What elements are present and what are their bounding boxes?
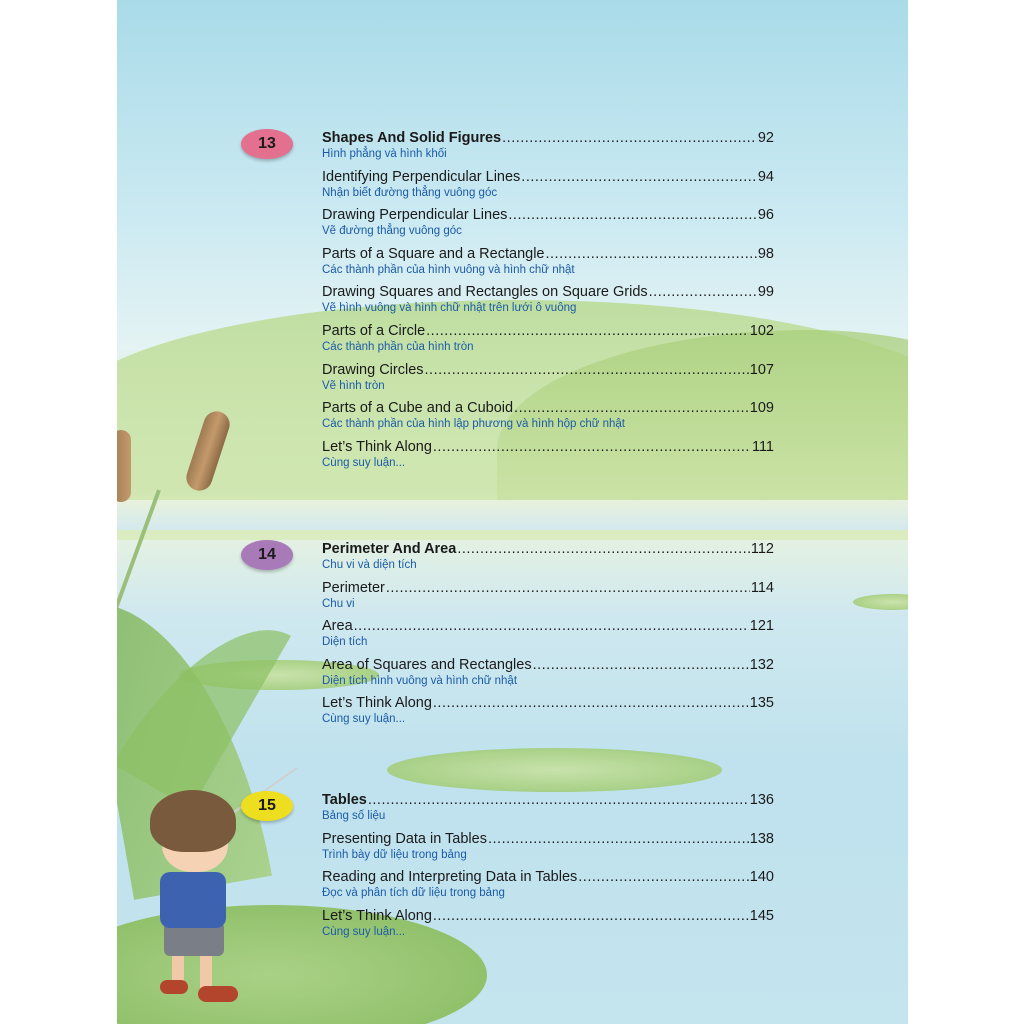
toc-page-number: 99 [757,284,774,301]
boy-illustration [142,790,252,1010]
dot-leader [488,831,749,848]
toc-entry-subtitle: Vẽ đường thẳng vuông góc [322,225,462,238]
toc-entry-subtitle: Cùng suy luận... [322,713,406,726]
toc-entry[interactable] [322,284,774,315]
dot-leader [433,908,749,925]
toc-entry-title: Reading and Interpreting Data in Tables [322,869,578,886]
toc-entry-title: Tables [322,792,367,808]
dot-leader [425,362,749,379]
toc-entry-subtitle: Chu vi và diện tích [322,559,417,571]
toc-entry[interactable] [322,246,774,277]
dot-leader [457,541,750,558]
toc-entry-title: Shapes And Solid Figures [322,130,502,146]
toc-entry-title: Let’s Think Along [322,438,432,455]
toc-entry-title: Drawing Perpendicular Lines [322,207,508,224]
chapter-number-badge: 13 [241,129,293,159]
toc-entry[interactable] [322,400,774,431]
toc-page-number: 102 [749,323,774,339]
toc-entry-title: Identifying Perpendicular Lines [322,168,521,185]
toc-entry-subtitle: Vẽ hình tròn [322,379,385,392]
toc-entry[interactable] [322,695,774,726]
toc-entry-subtitle: Các thành phần của hình vuông và hình chữ nhật [322,263,575,276]
toc-entry-subtitle: Cùng suy luận... [322,456,406,469]
toc-entry-title: Parts of a Circle [322,323,426,339]
toc-entry-subtitle: Bảng số liệu [322,810,386,822]
toc-entry[interactable] [322,618,774,649]
toc-entry-title: Drawing Squares and Rectangles on Square Grids [322,284,648,301]
toc-entry-title: Let’s Think Along [322,907,432,924]
toc-page-number: 112 [750,541,774,557]
toc-entry[interactable] [322,869,774,900]
toc-page-number: 98 [757,245,774,262]
chapter-number-badge: 14 [241,540,293,570]
toc-entry-title: Presenting Data in Tables [322,830,487,847]
toc-page-number: 96 [757,207,774,224]
toc-entry-title: Area [322,618,353,635]
dot-leader [426,323,749,340]
lily-pad [853,594,908,610]
toc-entry[interactable] [322,169,774,200]
toc-entry[interactable] [322,657,774,688]
toc-page-number: 107 [749,361,774,378]
dot-leader [533,657,749,674]
toc-entry[interactable] [322,541,774,572]
dot-leader [578,869,749,886]
dot-leader [433,439,751,456]
dot-leader [502,130,757,147]
toc-entry-title: Let’s Think Along [322,695,432,712]
toc-entry-subtitle: Vẽ hình vuông và hình chữ nhật trên lưới ô vuông [322,302,577,315]
toc-page-number: 109 [749,400,774,417]
toc-entry[interactable] [322,207,774,238]
toc-entry[interactable] [322,908,774,939]
toc-entry[interactable] [322,831,774,862]
toc-entry-title: Perimeter [322,579,385,596]
dot-leader [508,207,756,224]
toc-page [117,0,908,1024]
dot-leader [649,284,757,301]
toc-entry-subtitle: Các thành phần của hình tròn [322,341,474,353]
toc-entry-title: Drawing Circles [322,361,424,378]
toc-page-number: 121 [749,618,774,635]
toc-entry-subtitle: Đọc và phân tích dữ liệu trong bảng [322,887,505,900]
toc-entry-subtitle: Diện tích hình vuông và hình chữ nhật [322,674,518,687]
dot-leader [354,618,749,635]
toc-entry-title: Parts of a Square and a Rectangle [322,245,545,262]
toc-entry[interactable] [322,439,774,470]
dot-leader [545,246,756,263]
toc-entry[interactable] [322,580,774,611]
dot-leader [368,792,749,809]
toc-entry-subtitle: Diện tích [322,636,368,649]
toc-page-number: 136 [749,792,774,808]
toc-page-number: 94 [757,168,774,185]
toc-entry[interactable] [322,362,774,393]
toc-entry-title: Area of Squares and Rectangles [322,656,532,673]
toc-entry[interactable] [322,792,774,823]
toc-entry[interactable] [322,323,774,354]
toc-entry[interactable] [322,130,774,161]
toc-page-number: 140 [749,869,774,886]
toc-page-number: 138 [749,830,774,847]
toc-entry-subtitle: Các thành phần của hình lập phương và hình hộp chữ nhật [322,418,625,431]
dot-leader [514,400,749,417]
cattail-illustration [117,430,131,502]
toc-page-number: 132 [749,656,774,673]
toc-page-number: 92 [757,130,774,146]
background-shore [117,500,908,530]
toc-page-number: 145 [749,907,774,924]
toc-entry-subtitle: Hình phẳng và hình khối [322,148,447,160]
dot-leader [433,695,749,712]
toc-entry-title: Perimeter And Area [322,541,457,557]
toc-page-number: 111 [751,438,774,455]
dot-leader [521,169,757,186]
toc-entry-subtitle: Nhận biết đường thẳng vuông góc [322,186,498,199]
dot-leader [386,580,750,597]
toc-entry-subtitle: Trình bày dữ liệu trong bảng [322,848,467,861]
chapter-number-badge: 15 [241,791,293,821]
toc-entry-title: Parts of a Cube and a Cuboid [322,400,514,417]
lily-pad [387,748,722,792]
toc-page-number: 135 [749,695,774,712]
toc-entry-subtitle: Chu vi [322,597,355,610]
toc-page-number: 114 [750,579,774,596]
toc-entry-subtitle: Cùng suy luận... [322,925,406,938]
